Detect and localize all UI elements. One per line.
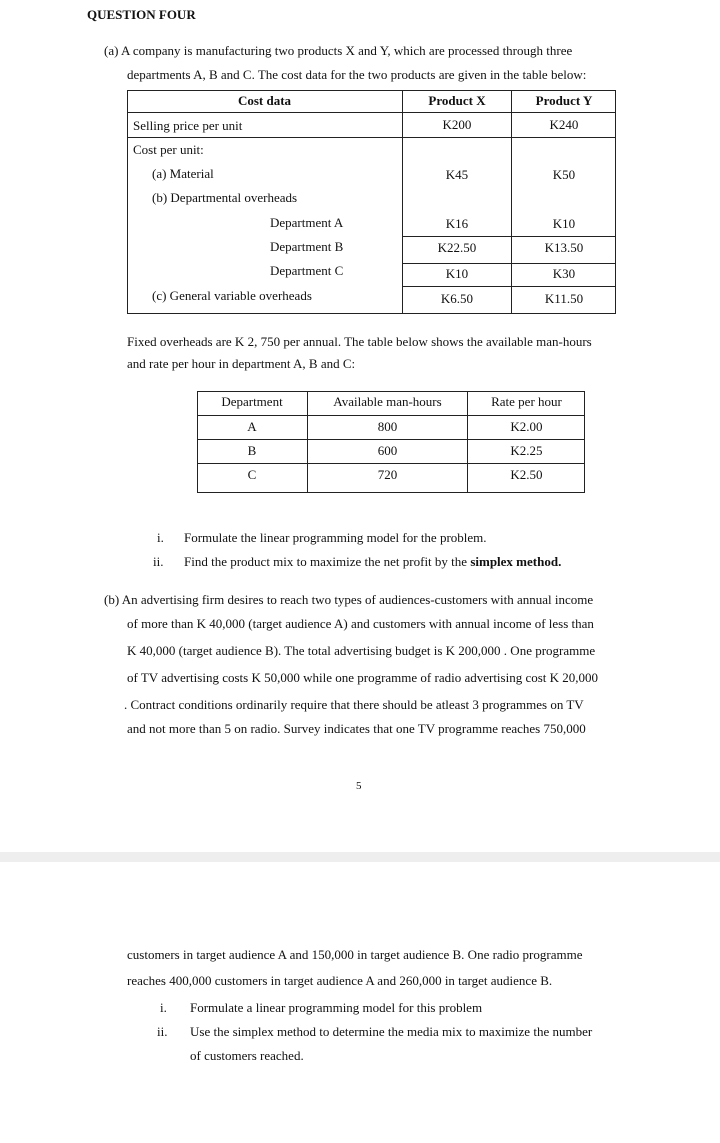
task-a-ii-number: ii.	[153, 554, 164, 569]
dept-row-b-hours: 600	[377, 443, 398, 458]
material-y: K50	[552, 167, 576, 182]
dept-row-a-rate: K2.00	[510, 419, 543, 434]
cost-header-product-y: Product Y	[535, 93, 593, 108]
dept-header-hours: Available man-hours	[333, 394, 442, 409]
dept-b-label: Department B	[270, 239, 344, 254]
cost-per-unit-label: Cost per unit:	[133, 142, 204, 157]
dept-c-y: K30	[552, 266, 576, 281]
page-divider	[0, 852, 720, 862]
task-a-ii-text-bold: simplex method.	[470, 554, 562, 569]
dept-header-department: Department	[221, 394, 283, 409]
part-b-line-3: K 40,000 (target audience B). The total advertising budget is K 200,000 . One programme	[127, 643, 596, 658]
dept-b-y: K13.50	[544, 240, 584, 255]
task-b-i-text: Formulate a linear programming model for this problem	[190, 1000, 483, 1015]
part-a-line-1: (a) A company is manufacturing two products X and Y, which are processed through three	[104, 43, 573, 58]
dept-header-rate: Rate per hour	[491, 394, 562, 409]
material-x: K45	[445, 167, 469, 182]
part-b-line-2: of more than K 40,000 (target audience A) and customers with annual income of less than	[127, 616, 594, 631]
dept-b-x: K22.50	[437, 240, 477, 255]
part-b-line-4: of TV advertising costs K 50,000 while one programme of radio advertising cost K 20,000	[127, 670, 599, 685]
task-a-i-number: i.	[157, 530, 164, 545]
dept-row-c-name: C	[247, 467, 257, 482]
part-a-line-2: departments A, B and C. The cost data for the two products are given in the table below:	[127, 67, 587, 82]
general-overheads-y: K11.50	[544, 291, 584, 306]
task-a-ii-text	[184, 555, 561, 568]
page-number: 5	[356, 780, 362, 792]
dept-c-x: K10	[445, 266, 469, 281]
cost-data-table	[127, 90, 616, 314]
departmental-overheads-label: (b) Departmental overheads	[152, 190, 298, 205]
general-overheads-x: K6.50	[440, 291, 474, 306]
selling-price-label: Selling price per unit	[133, 118, 243, 133]
general-overheads-label: (c) General variable overheads	[152, 288, 312, 303]
task-b-ii-text-1: Use the simplex method to determine the media mix to maximize the number	[190, 1024, 593, 1039]
fixed-overheads-line-2: and rate per hour in department A, B and C:	[127, 356, 356, 371]
part-b-line-6: and not more than 5 on radio. Survey indicates that one TV programme reaches 750,000	[127, 721, 586, 736]
task-a-i-text: Formulate the linear programming model for the problem.	[184, 530, 487, 545]
part-b-line-1: (b) An advertising firm desires to reach two types of audiences-customers with annual income	[104, 592, 594, 607]
dept-c-label: Department C	[270, 263, 344, 278]
dept-row-c-hours: 720	[377, 467, 398, 482]
dept-row-c-rate: K2.50	[510, 467, 543, 482]
cost-header-product-x: Product X	[428, 93, 486, 108]
selling-price-y: K240	[549, 117, 579, 132]
department-table	[197, 391, 585, 493]
dept-row-b-rate: K2.25	[510, 443, 543, 458]
fixed-overheads-line-1: Fixed overheads are K 2, 750 per annual. The table below shows the available man-hours	[127, 334, 592, 349]
dept-row-b-name: B	[247, 443, 257, 458]
dept-a-y: K10	[552, 216, 576, 231]
question-heading: QUESTION FOUR	[87, 7, 196, 22]
task-a-ii-text-pre: Find the product mix to maximize the net profit by the	[184, 554, 468, 569]
dept-row-a-name: A	[247, 419, 257, 434]
dept-row-a-hours: 800	[377, 419, 398, 434]
part-b-line-5: . Contract conditions ordinarily require that there should be atleast 3 programmes on TV	[124, 697, 584, 712]
task-b-ii-text-2: of customers reached.	[190, 1048, 304, 1063]
cost-header-label: Cost data	[237, 93, 292, 108]
task-b-i-number: i.	[160, 1000, 167, 1015]
dept-a-x: K16	[445, 216, 469, 231]
selling-price-x: K200	[442, 117, 472, 132]
continued-line-1: customers in target audience A and 150,000 in target audience B. One radio programme	[127, 947, 583, 962]
task-b-ii-number: ii.	[157, 1024, 168, 1039]
continued-line-2: reaches 400,000 customers in target audience A and 260,000 in target audience B.	[127, 973, 553, 988]
dept-a-label: Department A	[270, 215, 344, 230]
material-label: (a) Material	[152, 166, 214, 181]
